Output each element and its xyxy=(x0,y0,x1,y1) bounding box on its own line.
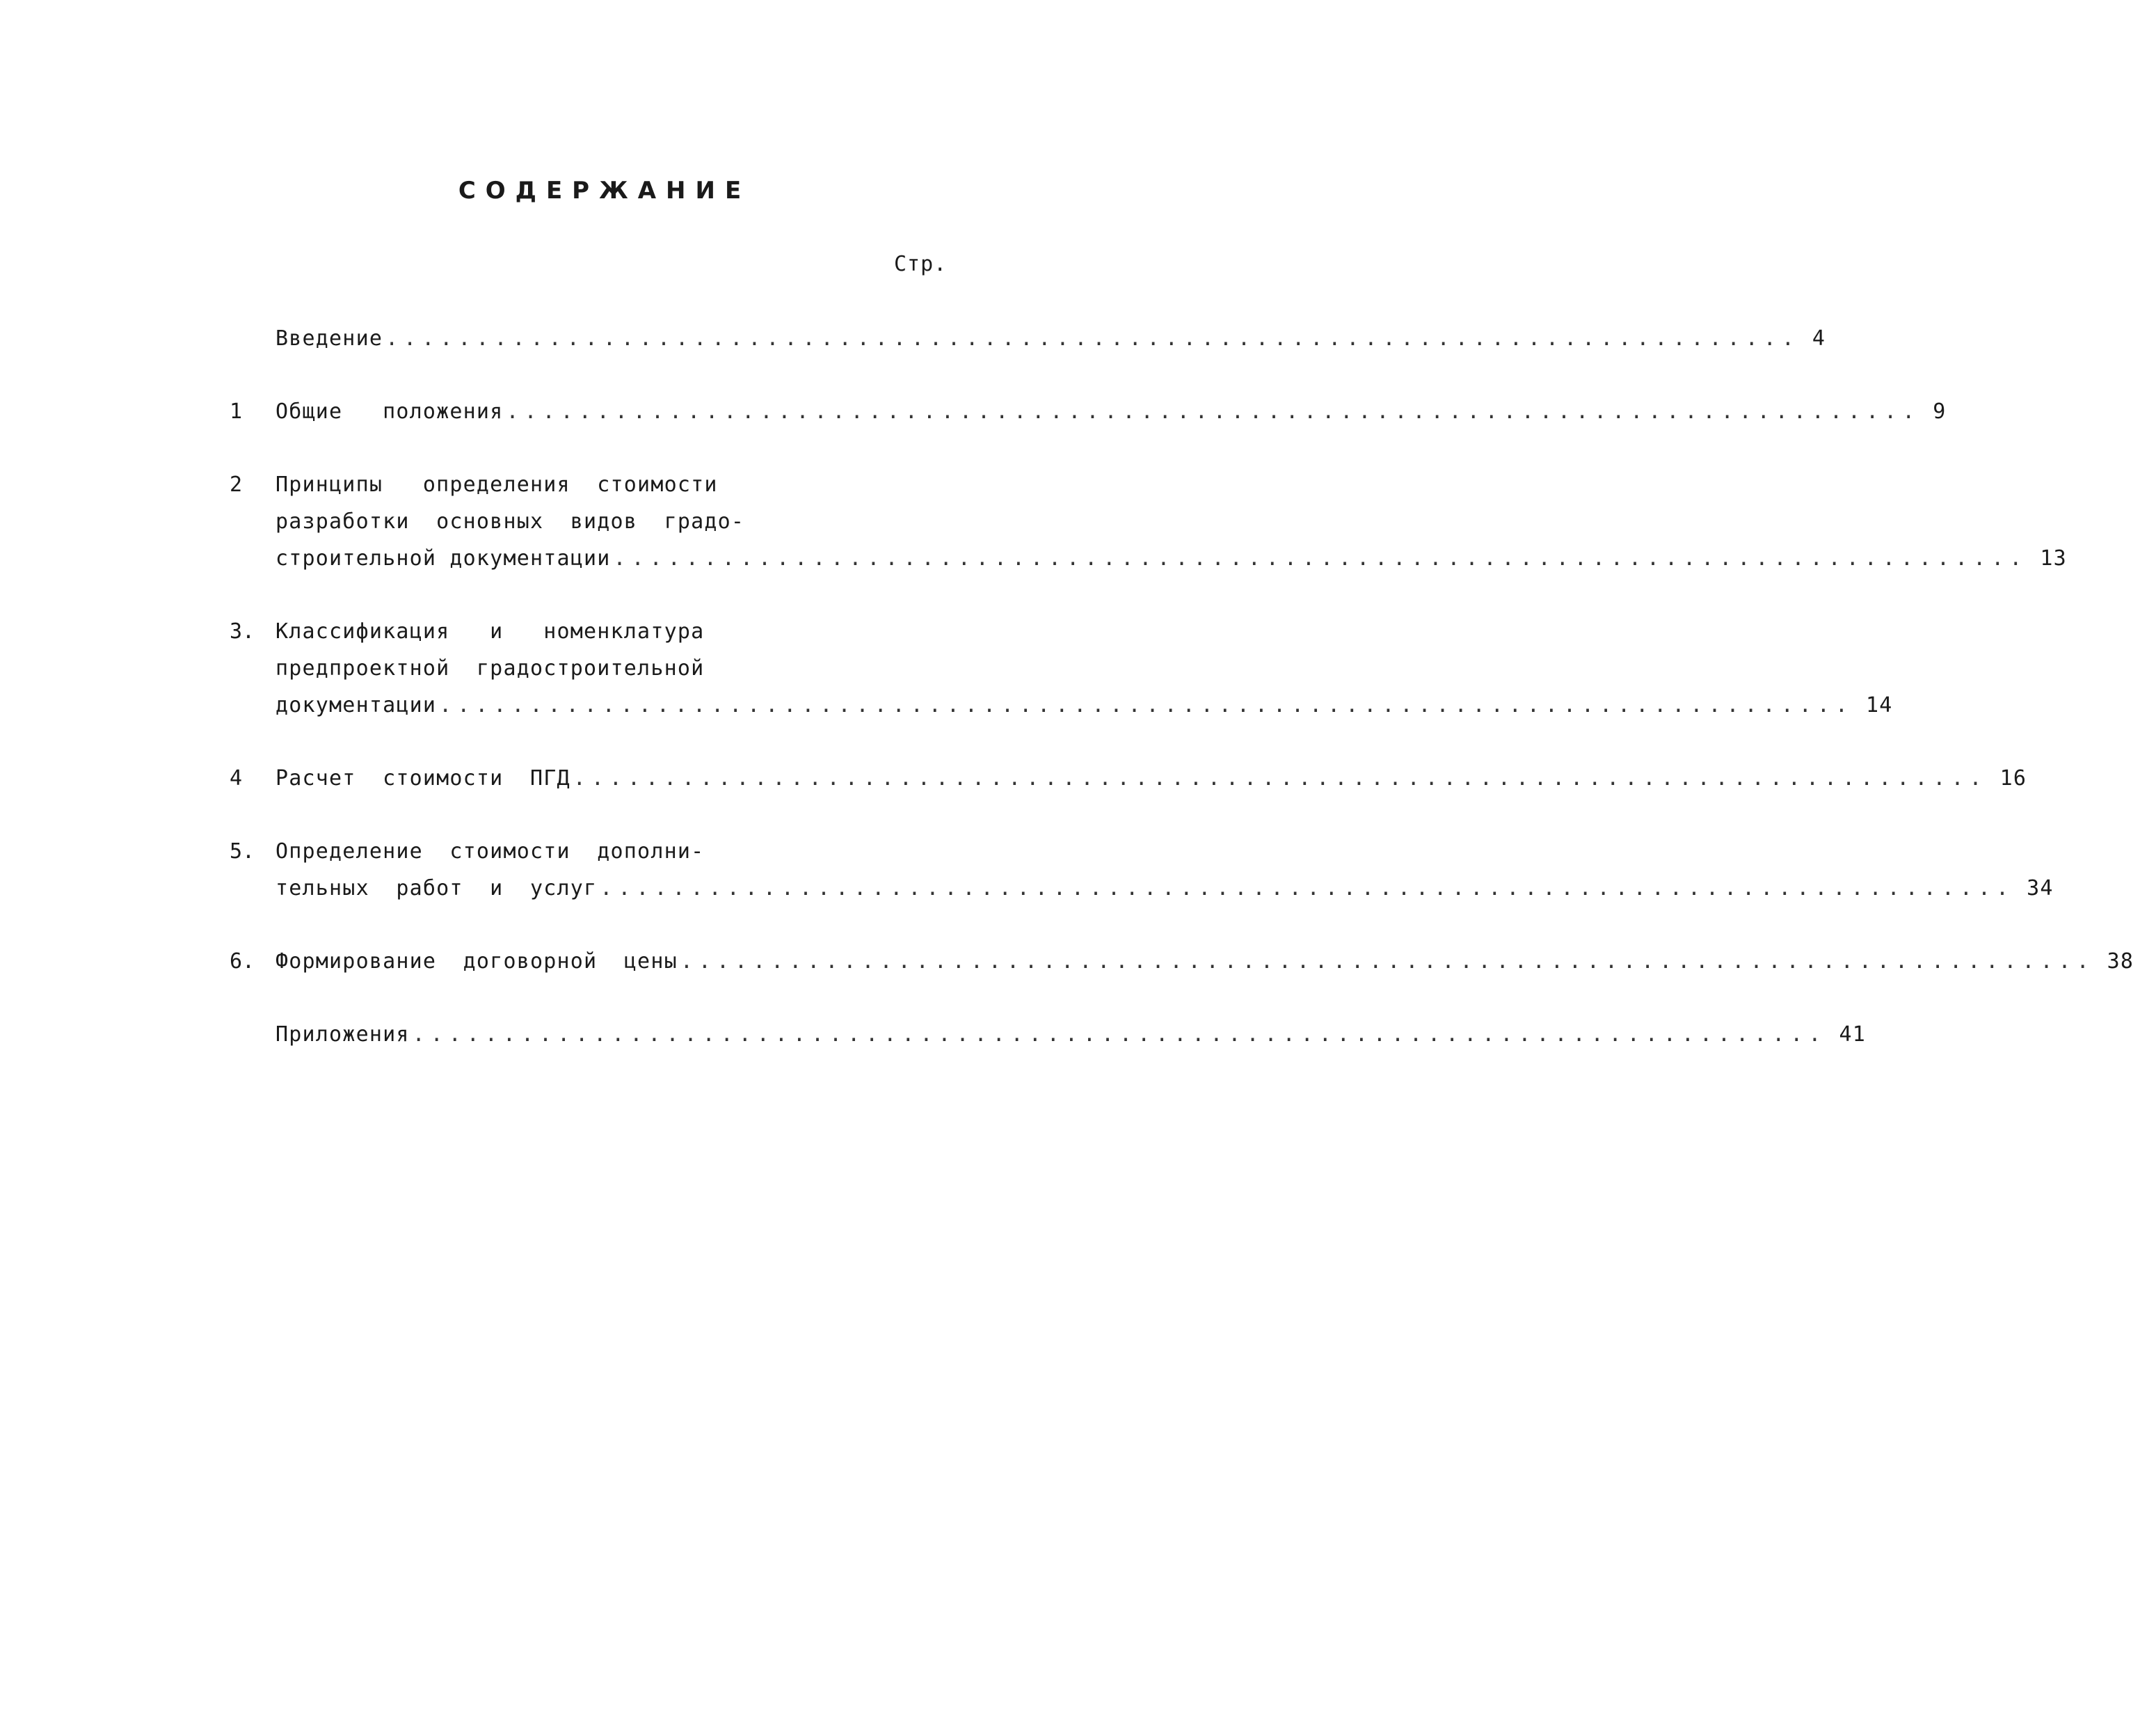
toc-entry-number: 5. xyxy=(230,839,255,864)
toc-leader-dots: .............................................................................. xyxy=(412,1022,1827,1047)
toc-entry[interactable] xyxy=(230,613,1893,724)
toc-entry[interactable] xyxy=(230,320,1826,357)
toc-entry-title-line: разработки основных видов градо- xyxy=(276,509,745,534)
toc-entry[interactable] xyxy=(230,393,1947,430)
toc-entry-number: 1 xyxy=(230,399,243,424)
toc-entry-page: 34 xyxy=(2027,876,2054,900)
toc-entry[interactable] xyxy=(230,466,2067,577)
toc-entry-title: Введение xyxy=(276,326,383,351)
toc-entry-page: 14 xyxy=(1865,693,1893,717)
toc-entry-number: 3. xyxy=(230,619,255,644)
toc-entry-page: 16 xyxy=(1999,766,2027,791)
page-column-label: Стр. xyxy=(894,252,948,276)
toc-entry-page: 38 xyxy=(2107,949,2134,974)
toc-leader-dots: .............................................................................. xyxy=(506,399,1921,424)
toc-entry-title-line: предпроектной градостроительной xyxy=(276,656,705,681)
toc-entry-title: Формирование договорной цены xyxy=(276,949,678,974)
toc-entry-title-line: тельных работ и услуг xyxy=(276,876,598,900)
toc-entry-page: 13 xyxy=(2040,546,2067,571)
toc-leader-dots: .............................................................................. xyxy=(680,949,2095,974)
toc-entry[interactable] xyxy=(230,833,2054,907)
toc-leader-dots: .............................................................................. xyxy=(573,766,1988,791)
toc-entry[interactable] xyxy=(230,760,2027,797)
toc-entry-title: Расчет стоимости ПГД xyxy=(276,766,570,791)
toc-entry-title-line: документации xyxy=(276,693,437,717)
toc-leader-dots: .............................................................................. xyxy=(613,546,2028,571)
toc-entry-page: 9 xyxy=(1933,399,1947,424)
toc-entry-page: 41 xyxy=(1839,1022,1866,1047)
toc-entry-title: Приложения xyxy=(276,1022,410,1047)
document-title: СОДЕРЖАНИЕ xyxy=(458,177,751,205)
toc-entry-page: 4 xyxy=(1812,326,1826,351)
table-of-contents xyxy=(230,320,2134,1089)
toc-entry-number: 2 xyxy=(230,473,243,497)
toc-entry[interactable] xyxy=(230,943,2134,980)
toc-entry-title-line: строительной документации xyxy=(276,546,611,571)
toc-entry-title-line: Классификация и номенклатура xyxy=(276,619,705,644)
toc-entry-title: Общие положения xyxy=(276,399,504,424)
toc-entry-number: 4 xyxy=(230,766,243,791)
toc-entry-title-line: Принципы определения стоимости xyxy=(276,473,718,497)
toc-entry-title-line: Определение стоимости дополни- xyxy=(276,839,705,864)
toc-leader-dots: .............................................................................. xyxy=(439,693,1853,717)
toc-entry[interactable] xyxy=(230,1016,1866,1053)
toc-entry-number: 6. xyxy=(230,949,255,974)
toc-leader-dots: .............................................................................. xyxy=(385,326,1800,351)
toc-leader-dots: .............................................................................. xyxy=(600,876,2015,900)
